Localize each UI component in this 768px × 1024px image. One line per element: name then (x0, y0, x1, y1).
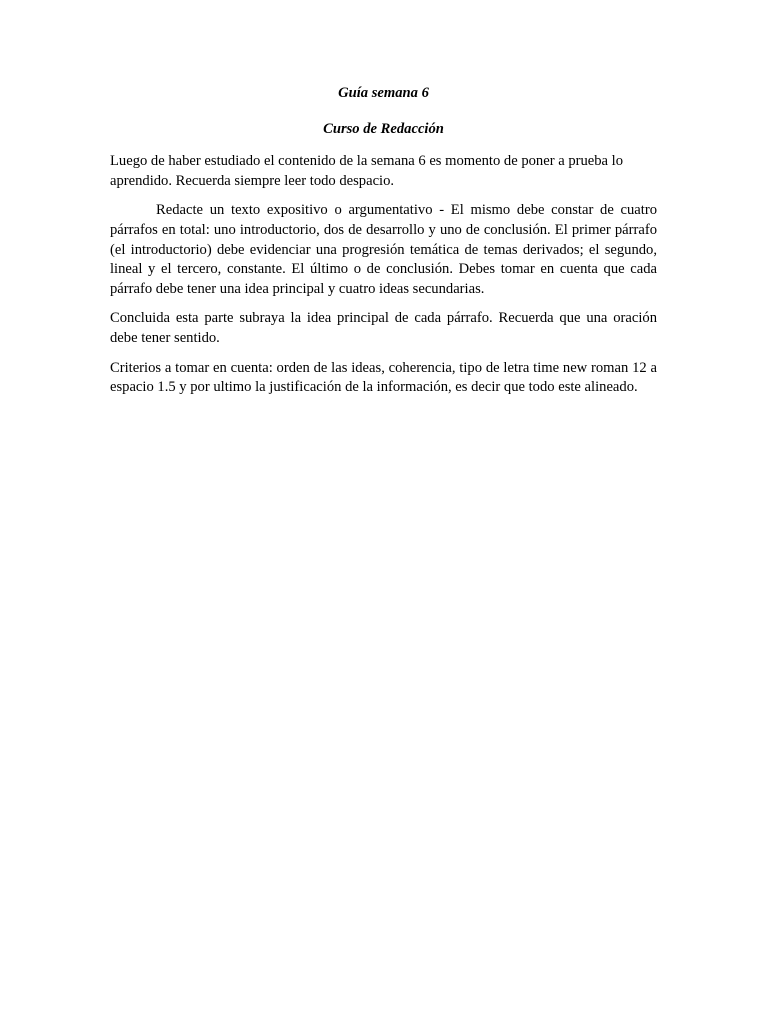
paragraph-instructions: Redacte un texto expositivo o argumentativo - El mismo debe constar de cuatro párrafos en total: uno introductorio, dos de desarrollo y uno de conclusión. El primer párrafo (el introductorio) debe evidenciar una progresión temática de temas derivados; el segundo, lineal y el tercero, constante. El último o de conclusión. Debes tomar en cuenta que cada párrafo debe tener una idea principal y cuatro ideas secundarias. (110, 202, 657, 297)
paragraph-intro: Luego de haber estudiado el contenido de la semana 6 es momento de poner a prueba lo aprendido. Recuerda siempre leer todo despacio. (110, 153, 624, 189)
document-subtitle: Curso de Redacción (323, 120, 444, 137)
paragraph-criteria: Criterios a tomar en cuenta: orden de las ideas, coherencia, tipo de letra time new roman 12 a espacio 1.5 y por ultimo la justificación de la información, es decir que todo este alineado. (110, 359, 657, 396)
document-title: Guía semana 6 (338, 85, 429, 101)
paragraph-conclusion-task: Concluida esta parte subraya la idea principal de cada párrafo. Recuerda que una oración debe tener sentido. (110, 310, 657, 346)
document-body (110, 84, 657, 408)
